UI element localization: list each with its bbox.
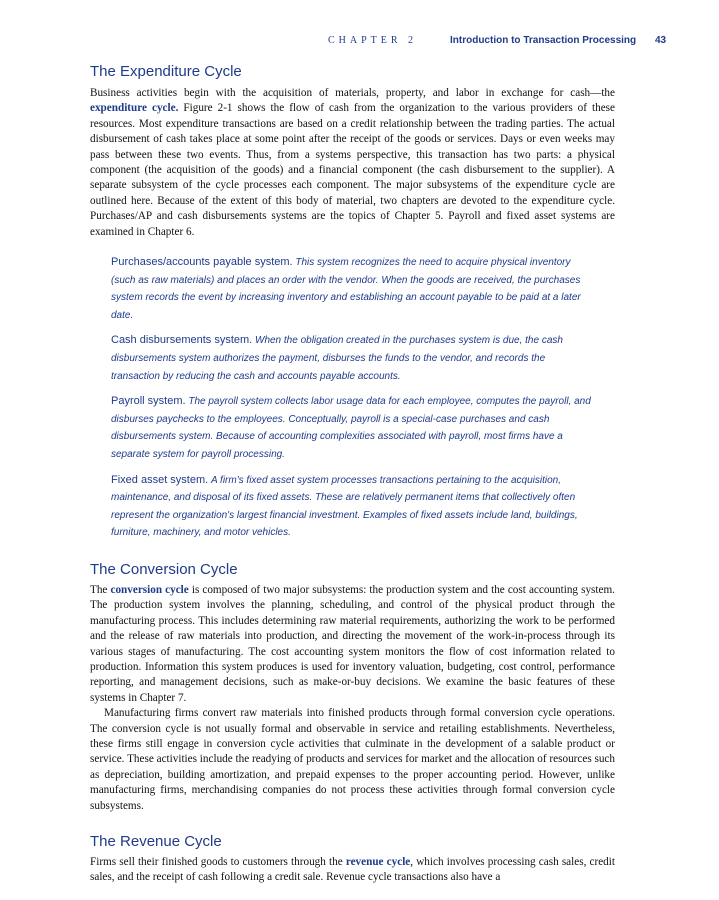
definition-term: Purchases/accounts payable system. (111, 256, 293, 269)
definition-term: Payroll system. (111, 395, 186, 408)
paragraph: Manufacturing firms convert raw materials into finished products through formal conversion cycle operations. The conversion cycle is not usually formal and observable in service and retailing establishments. Nevertheless, these firms still engage in conversion cycle activities that culminate in the development of a salable product or service. These activities include the readying of products and services for market and the allocation of resources such as depreciation, building amortization, and prepaid expenses to the proper accounting period. However, unlike manufacturing firms, merchandising companies do not process these activities through formal conversion cycle subsystems. (90, 707, 615, 812)
key-term: expenditure cycle. (90, 102, 179, 115)
definition-term: Fixed asset system. (111, 473, 209, 486)
paragraph-text: Business activities begin with the acquisition of materials, property, and labor in exchange for cash—the (90, 87, 615, 99)
paragraph-text: is composed of two major subsystems: the production system and the cost accounting system. The production system involves the planning, scheduling, and control of the physical product through the manufacturing process. This includes determining raw material requirements, authorizing the work to be performed and the release of raw materials into production, and directing the movement of the work-in-process through its various stages of manufacturing. The cost accounting system monitors the flow of cost information related to production. Information this system produces is used for inventory valuation, budgeting, cost control, performance reporting, and management decisions, such as make-or-buy decisions. We examine the basic features of these systems in Chapter 7. (90, 583, 615, 704)
section-heading: The Revenue Cycle (90, 833, 222, 851)
definition-item (111, 472, 593, 542)
chapter-title: Introduction to Transaction Processing (450, 35, 637, 46)
paragraph-text: Firms sell their finished goods to customers through the (90, 856, 346, 869)
section-heading: The Expenditure Cycle (90, 63, 242, 80)
definition-item (111, 254, 593, 324)
paragraph-text: , which involves processing cash sales, credit sales, and the receipt of cash following a credit sale. Revenue cycle transactions also have a (90, 856, 615, 884)
chapter-label: CHAPTER 2 (328, 35, 418, 46)
section-heading: The Conversion Cycle (90, 560, 238, 578)
definition-item (111, 393, 593, 463)
key-term: revenue cycle (345, 856, 411, 869)
definition-text: This system recognizes the need to acquire physical inventory (such as raw materials) and places an order with the vendor. When the goods are received, the purchases system records the event by increasing inventory and establishing an account payable to be paid at a later date. (111, 257, 581, 321)
page-content (90, 62, 615, 886)
section-conversion-cycle (90, 560, 615, 814)
paragraph (90, 86, 615, 240)
running-head (0, 35, 719, 49)
paragraph (90, 855, 615, 886)
definition-text: The payroll system collects labor usage data for each employee, computes the payroll, and disburses paychecks to the employees. Conceptually, payroll is a special-case purchases and cash disbursements system. Because of accounting complexities associated with payroll, most firms have a separate system for payroll processing. (111, 396, 591, 460)
paragraph-text: The (90, 583, 111, 596)
section-revenue-cycle (90, 832, 615, 886)
definition-item (111, 332, 593, 385)
definition-text: A firm's fixed asset system processes transactions pertaining to the acquisition, maintenance, and disposal of its fixed assets. These are relatively permanent items that collectively often represent the organization's largest financial investment. Examples of fixed assets include land, buildings, furniture, machinery, and motor vehicles. (111, 474, 578, 539)
subsystem-definition-list (111, 254, 593, 542)
paragraph (90, 583, 615, 706)
paragraph-text: Figure 2-1 shows the flow of cash from the organization to the various providers of these resources. Most expenditure transactions are based on a credit relationship between the trading parties. The actual disbursement of cash takes place at some point after the receipt of the goods or services. Days or even weeks may pass between these two events. Thus, from a systems perspective, this transaction has two parts: a physical component (the acquisition of the goods) and a financial component (the cash disbursement to the supplier). A separate subsystem of the cycle processes each component. The major subsystems of the expenditure cycle are outlined here. Because of the extent of this body of material, two chapters are devoted to the expenditure cycle. Purchases/AP and cash disbursements systems are the topics of Chapter 5. Payroll and fixed asset systems are examined in Chapter 6. (90, 102, 615, 238)
page-number: 43 (655, 35, 667, 46)
key-term: conversion cycle (110, 583, 189, 596)
definition-term: Cash disbursements system. (111, 334, 253, 347)
section-expenditure-cycle (90, 62, 615, 542)
definition-text: When the obligation created in the purchases system is due, the cash disbursements system authorizes the payment, disburses the funds to the vendor, and records the transaction by reducing the cash and accounts payable accounts. (111, 335, 563, 382)
